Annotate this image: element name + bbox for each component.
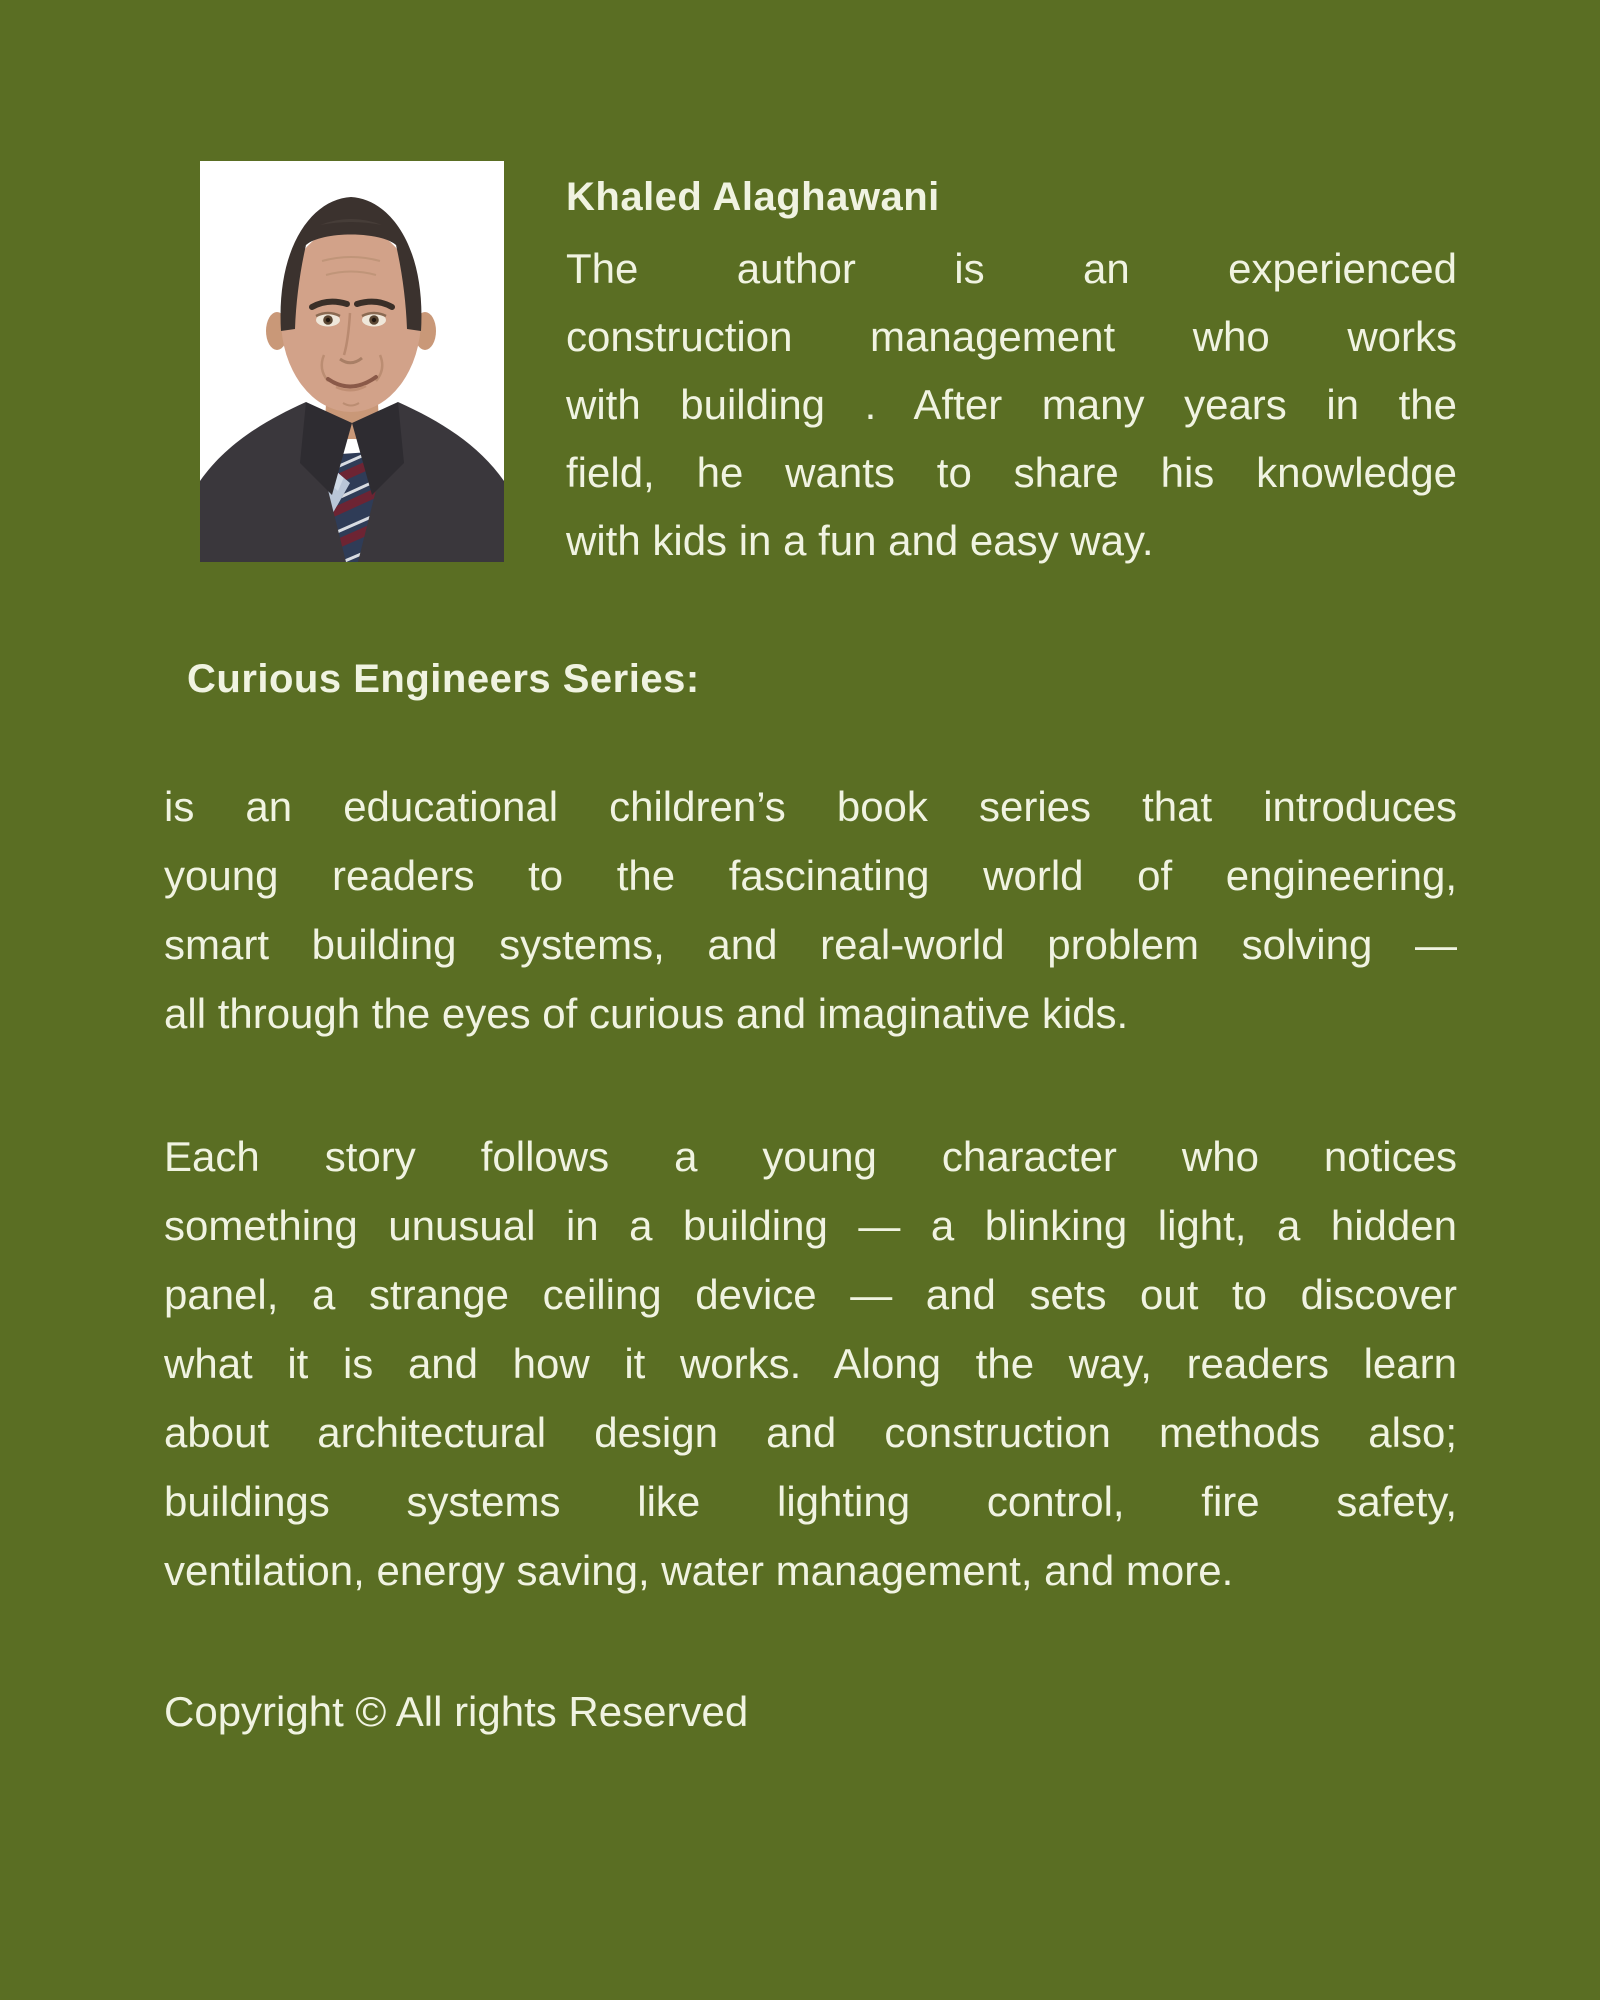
text-line: young readers to the fascinating world of engineering, [164,852,1457,899]
author-name: Khaled Alaghawani [566,175,940,219]
author-bio [566,235,1457,575]
text-line: what it is and how it works. Along the way, readers learn [164,1340,1457,1387]
text-line: buildings systems like lighting control, fire safety, [164,1478,1457,1525]
text-line: panel, a strange ceiling device — and sets out to discover [164,1271,1457,1318]
series-story-paragraph [164,1122,1457,1605]
text-line: ventilation, energy saving, water management, and more. [164,1547,1234,1594]
copyright-notice: Copyright © All rights Reserved [164,1688,749,1735]
text-line: with kids in a fun and easy way. [566,517,1154,564]
series-heading: Curious Engineers Series: [187,657,700,701]
text-line: about architectural design and construction methods also; [164,1409,1457,1456]
text-line: The author is an experienced [566,245,1457,292]
text-line: all through the eyes of curious and imaginative kids. [164,990,1129,1037]
text-line: smart building systems, and real-world problem solving — [164,921,1457,968]
text-line: is an educational children’s book series that introduces [164,783,1457,830]
text-line: construction management who works [566,313,1457,360]
author-info [566,161,1457,575]
author-photo [200,161,504,562]
series-description-paragraph [164,772,1457,1048]
text-line: with building . After many years in the [566,381,1457,428]
author-portrait-illustration [200,161,504,562]
text-line: Each story follows a young character who notices [164,1133,1457,1180]
text-line: field, he wants to share his knowledge [566,449,1457,496]
author-section [200,161,1457,575]
text-line: something unusual in a building — a blinking light, a hidden [164,1202,1457,1249]
